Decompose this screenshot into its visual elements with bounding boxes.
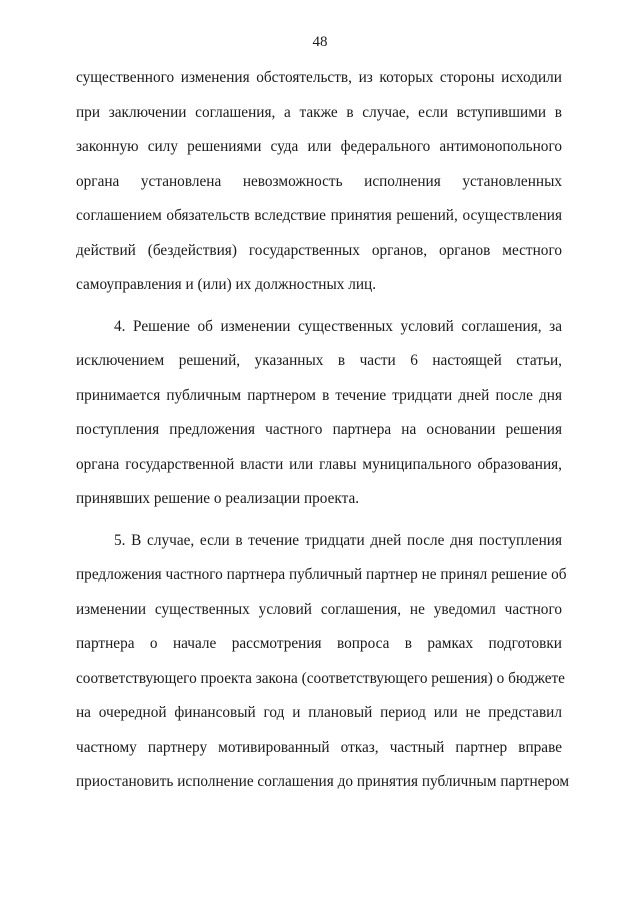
text-line: действий (бездействия) государственных органов, органов местного <box>76 241 562 259</box>
text-line: предложения частного партнера публичный партнер не принял решение об <box>76 566 567 583</box>
text-line: соответствующего проекта закона (соответствующего решения) о бюджете <box>76 669 565 687</box>
paragraph-5 <box>76 524 570 800</box>
text-line: законную силу решениями суда или федерального антимонопольного <box>76 138 562 155</box>
document-body <box>76 61 570 800</box>
page-number: 48 <box>312 34 328 50</box>
text-line: 5. В случае, если в течение тридцати дней после дня поступления <box>114 531 562 549</box>
text-line: органа государственной власти или главы муниципального образования, <box>76 455 562 473</box>
text-line: поступления предложения частного партнера на основании решения <box>76 421 562 438</box>
text-line: существенного изменения обстоятельств, из которых стороны исходили <box>76 69 562 86</box>
text-line: 4. Решение об изменении существенных условий соглашения, за <box>114 317 562 335</box>
paragraph-continuation <box>76 61 562 303</box>
text-line: изменении существенных условий соглашения, не уведомил частного <box>76 600 562 618</box>
text-line: соглашением обязательств вследствие принятия решений, осуществления <box>76 207 562 224</box>
paragraph-4 <box>76 310 562 517</box>
text-line: органа установлена невозможность исполнения установленных <box>76 172 562 190</box>
text-line: частному партнеру мотивированный отказ, частный партнер вправе <box>76 738 562 756</box>
text-line: принимается публичным партнером в течение тридцати дней после дня <box>76 386 562 404</box>
text-line: при заключении соглашения, а также в случае, если вступившими в <box>76 103 562 121</box>
text-line: исключением решений, указанных в части 6 настоящей статьи, <box>76 352 562 369</box>
text-line: принявших решение о реализации проекта. <box>76 490 360 507</box>
text-line: приостановить исполнение соглашения до принятия публичным партнером <box>76 773 570 790</box>
text-line: партнера о начале рассмотрения вопроса в рамках подготовки <box>76 635 562 652</box>
text-line: на очередной финансовый год и плановый период или не представил <box>76 704 562 721</box>
text-line: самоуправления и (или) их должностных лиц. <box>76 276 377 293</box>
